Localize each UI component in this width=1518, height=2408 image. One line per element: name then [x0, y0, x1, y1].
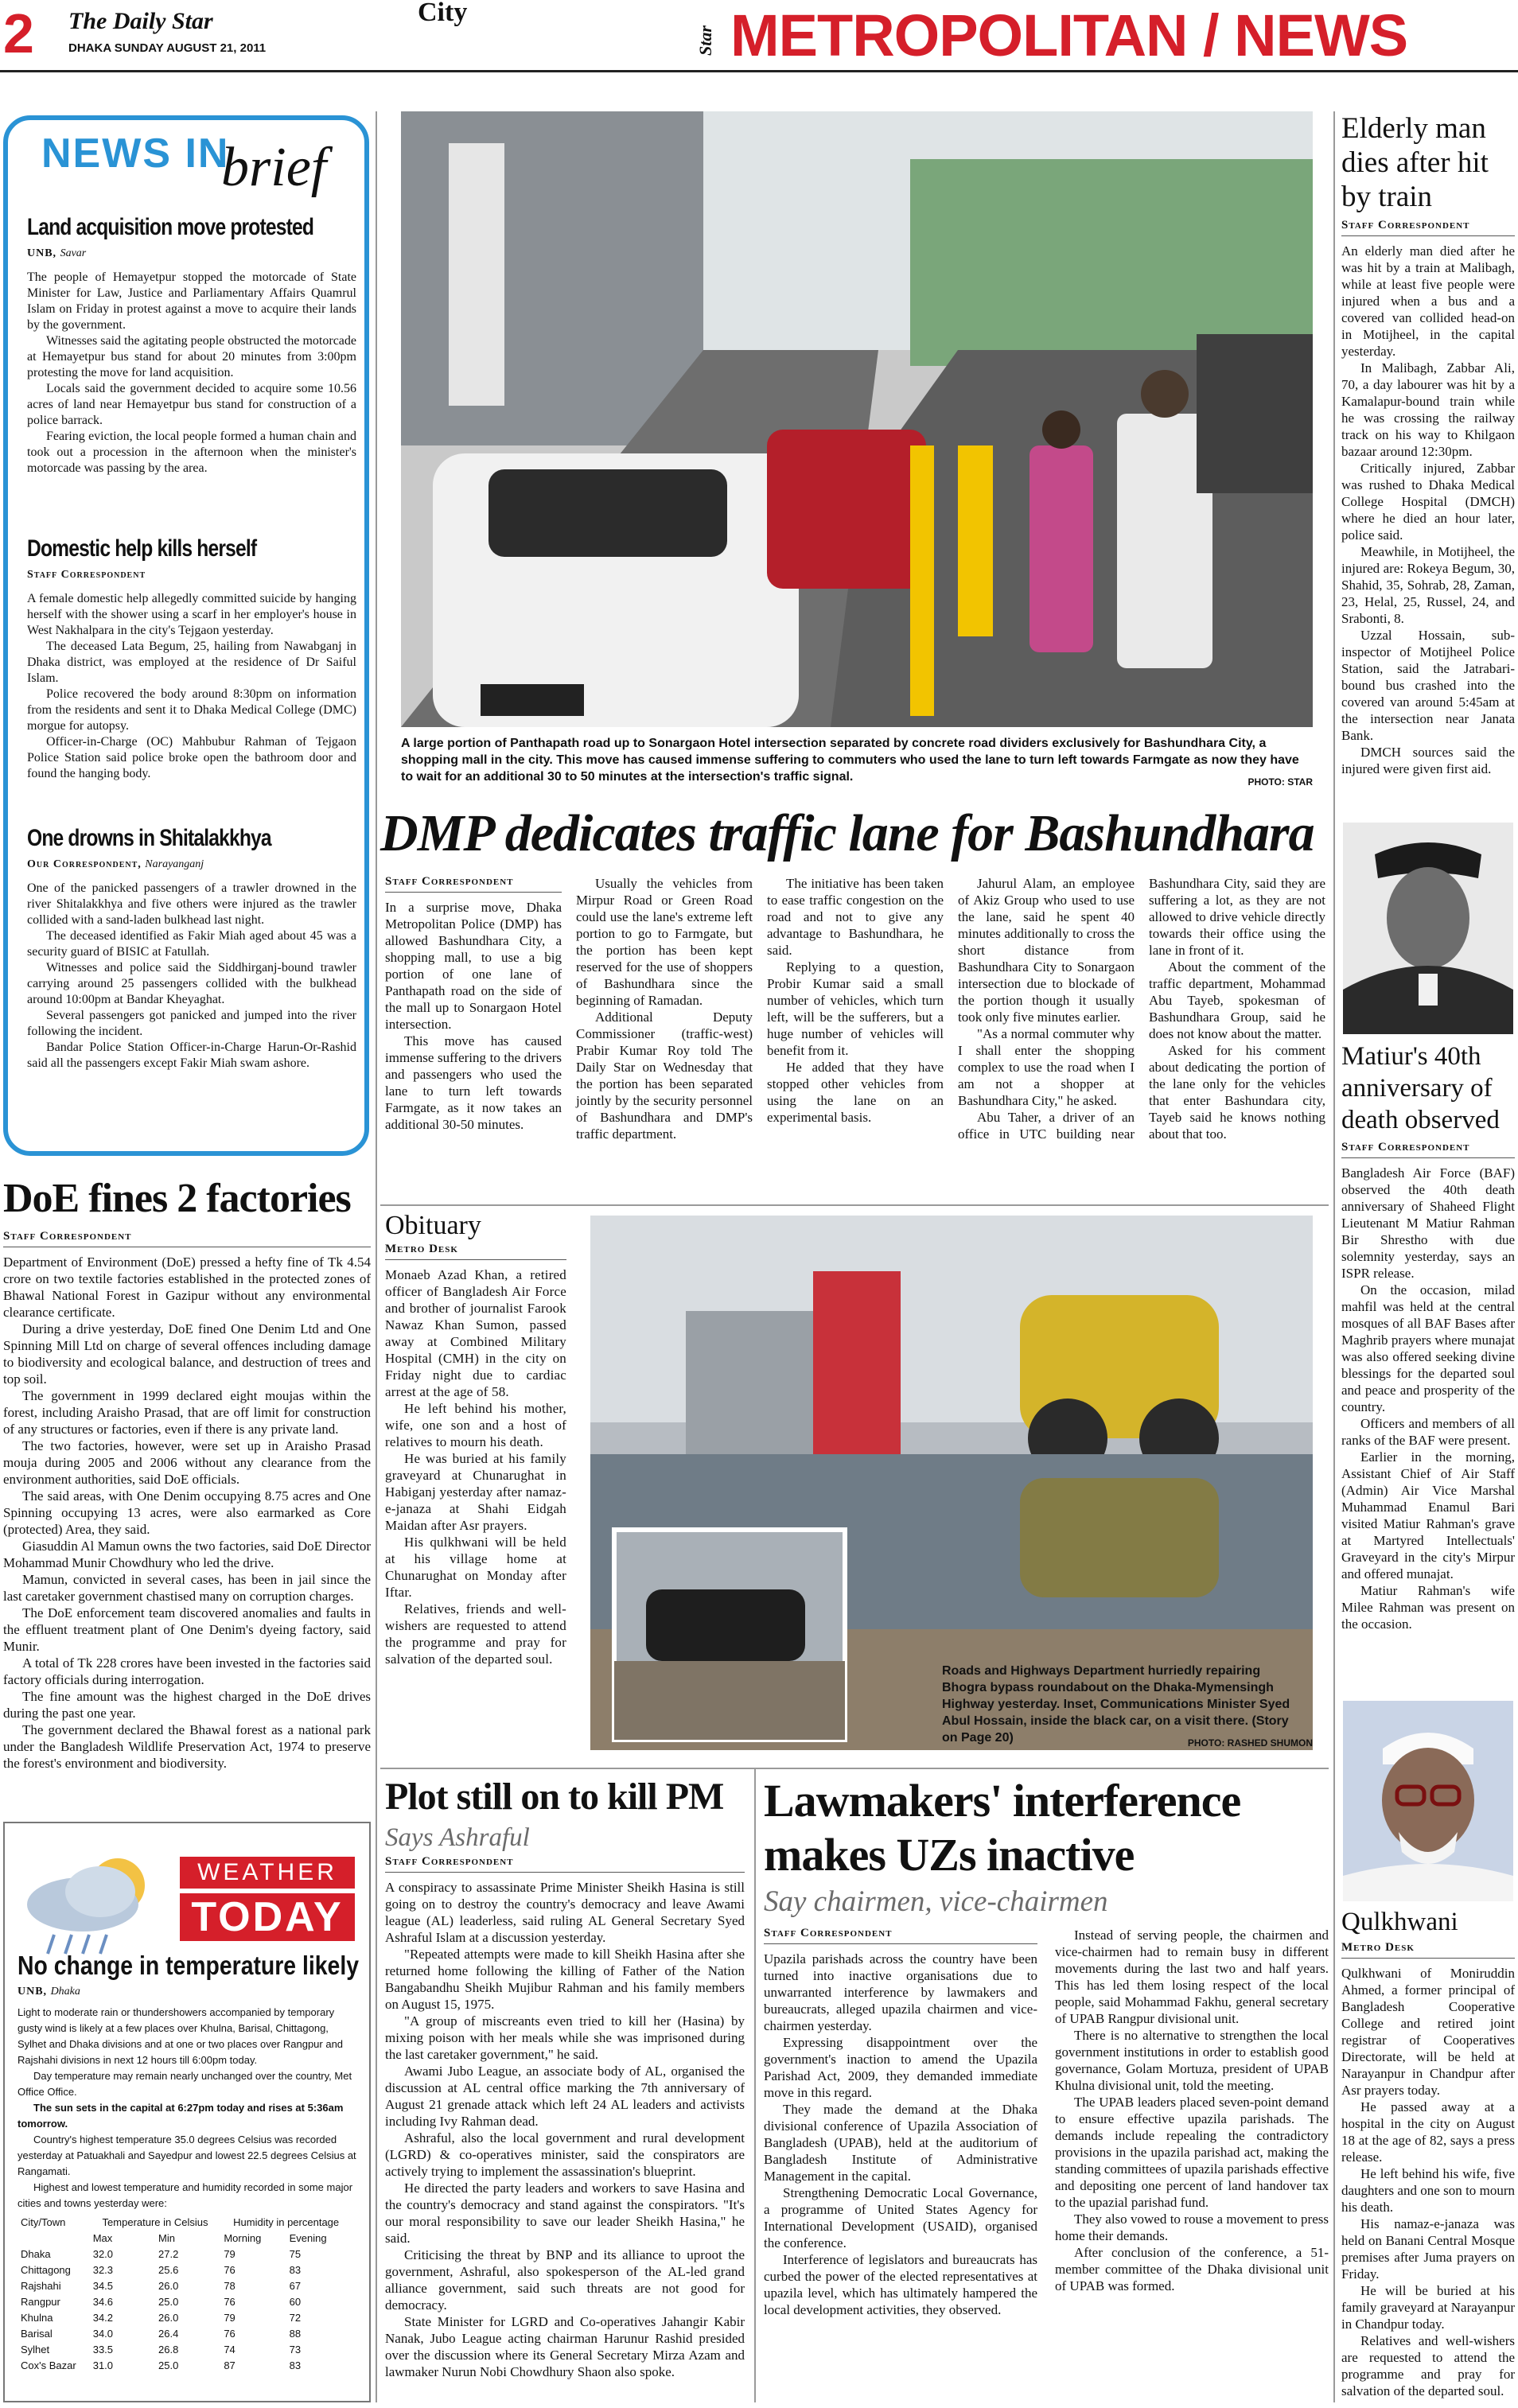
column-divider: [1333, 111, 1335, 2402]
dateline: DHAKA SUNDAY AUGUST 21, 2011: [68, 41, 267, 55]
brief-headline: Land acquisition move protested: [27, 214, 314, 240]
lead-text: In a surprise move, Dhaka Metropolitan Police (DMP) has allowed Bashundhara City, a shopping mall, to use a big portion of one lane of Panthapath road on the side of the mall up to Sonargaon Hotel intersection. This move has caused immense suffering to the drivers and passengers who used the lane to turn left towards Farmgate, as it now takes an additional 30-50 minutes. Usually the vehicles from Mirpur Road or Green Road could use the lane's extreme left portion to go to Farmgate, but the portion has been kept reserved for the use of shoppers of Bashundhara since the beginning of Ramadan. Additional Deputy Commissioner (traffic-west) Prabir Kumar Roy told The Daily Star on Wednesday that the portion has been separated jointly by the security personnel of Bashundhara and DMP's traffic department. The initiative has been taken to ease traffic congestion on the road and not to give any advantage to Bashundhara, he said. Replying to a question, Probir Kumar said a small number of vehicles, which turn left, will be the sufferers, but a huge number of vehicles will benefit from it. He added that they have stopped other vehicles from using the lane on an experimental basis. Jahurul Alam, an employee of Akiz Group who used to use the lane, said he spent 40 minutes additionally to cross the short distance from Bashundhara City to Sonargaon intersection due to blockade of the portion though it usually took only five minutes earlier. "As a normal commuter why I shall enter the shopping complex to use the road when I am not a shopper at Bashundhara City," he asked. Abu Taher, a driver of an office in UTC building near Bashundhara City, said they are suffering a lot, as they are not allowed to drive vehicle directly towards their office using the lane in front of it. About the comment of the traffic department, Mohammad Abu Tayeb, spokesman of Bashundhara Group, said he does not know about the matter. Asked for his comment about dedicating the portion of the lane only for the vehicles that enter Bashundara city, Tayeb said he knows nothing about that too.: [385, 876, 1325, 1142]
qulkhwani-photo: [1343, 1701, 1513, 1901]
table-subheader-row: [18, 2231, 352, 2247]
brief-title-b: brief: [221, 137, 327, 198]
brief-body: One of the panicked passengers of a trawler drowned in the river Shitalakkhya and five others were injured as the trawler collided with a sand-laden bulkhead last night. The deceased identified as Fakir Miah aged about 45 was a security guard of BISIC at Fatullah. Witnesses and police said the Siddhirganj-bound trawler carrying around 25 passengers collided with the bulkhead around 10:00pm at Bandar Kheyaghat. Several passengers got panicked and jumped into the river following the incident. Bandar Police Station Officer-in-Charge Harun-Or-Rashid said all the passengers except Fakir Miah swam ashore.: [27, 881, 356, 1070]
lead-caption: A large portion of Panthapath road up to Sonargaon Hotel intersection separated by concrete road dividers exclusively for Bashundhara City, a shopping mall in the city. This move has caused immense suffering to commuters who used the lane to turn left towards Farmgate as now they have to wait for an additional 30 to 50 minutes at the intersection's traffic signal.: [401, 737, 1299, 784]
doe-byline: Staff Correspondent: [3, 1230, 371, 1247]
qulkhwani-headline: Qulkhwani: [1341, 1908, 1458, 1936]
lawmakers-byline: Staff Correspondent: [764, 1927, 1037, 1944]
matiur-headline: Matiur's 40th anniversary of death observed: [1341, 1042, 1500, 1134]
lawmakers-story: [764, 1774, 1329, 2402]
table-row: Rajshahi 34.5 26.0 78 67: [21, 2280, 302, 2292]
weather-label-top: WEATHER: [180, 1857, 355, 1889]
weather-label-main: TODAY: [180, 1893, 355, 1941]
qulkhwani-byline: Metro Desk: [1341, 1941, 1515, 1959]
table-header: Humidity in percentage: [233, 2216, 340, 2228]
plot-body: A conspiracy to assassinate Prime Minister Sheikh Hasina is still going on to destroy the country's democracy and leave Awami league (AL) leaderless, said ruling AL General Secretary Syed Ashraful Islam at a discussion yesterday. "Repeated attempts were made to kill Sheikh Hasina after she returned home following the killing of Father of the Nation Bangabandhu Sheikh Mujibur Rahman and his family members on August 15, 1975. "A group of miscreants even tried to kill her (Hasina) by mixing poison with her meals while she was imprisoned during the last caretaker government," he said. Awami Jubo League, an associate body of AL, organised the discussion at AL central office marking the 7th anniversary of August 21 grenade attack which left 24 AL leaders and activists including Ivy Rahman dead. Ashraful, also the local government and rural development (LGRD) & co-operatives minister, said the conspirators are actively trying to implement the assassination's blueprint. He directed the party leaders and workers to save Hasina and the country's democracy and stand against the conspirators. "It's our moral responsibility to save our leader Sheikh Hasina," he said. Criticising the threat by BNP and its alliance to uproot the government, Ashraful, also spokesperson of the AL-led grand alliance government, said such threats are not good for democracy. State Minister for LGRD and Co-operatives Jahangir Kabir Nanak, Jubo League acting chairman Harunur Rashid presided over the discussion where its General Secretary Mirza Azam and lawmaker Nurun Nobi Chowdhury Shaon also spoke.: [385, 1880, 745, 2379]
lead-byline: Staff Correspondent: [385, 875, 562, 893]
weather-text: [18, 1951, 360, 2396]
weather-para: Highest and lowest temperature and humidity recorded in some major cities and towns yesterday were:: [18, 2181, 353, 2209]
elderly-byline: Staff Correspondent: [1341, 219, 1515, 236]
plot-byline: Staff Correspondent: [385, 1855, 745, 1873]
section-divider: [380, 1768, 1329, 1769]
lead-photo: [401, 111, 1313, 727]
matiur-body: Bangladesh Air Force (BAF) observed the 40th death anniversary of Shaheed Flight Lieutenant M Matiur Rahman Bir Shrestho with due solemnity yesterday, says an ISPR release. On the occasion, milad mahfil was held at the central mosques of all BAF Bases after Maghrib prayers where munajat was also offered seeking divine blessings for the departed soul and peace and prosperity of the country. Officers and members of all ranks of the BAF were present. Earlier in the morning, Assistant Chief of Air Staff (Admin) Air Vice Marshal Muhammad Enamul Bari visited Matiur Rahman's grave at Martyred Intellectuals' Graveyard in the city's Mirpur and offered munajat. Matiur Rahman's wife Milee Rahman was present on the occasion.: [1341, 1165, 1515, 1632]
qulkhwani-body: Qulkhwani of Moniruddin Ahmed, a former principal of Bangladesh Cooperative College and retired joint registrar of Cooperatives Directorate, will be held at Narayanpur in Chandpur after Asr prayers today. He passed away at a hospital in the city on August 18 at the age of 82, says a press release. He left behind his wife, five daughters and one son to mourn his death. His namaz-e-janaza was held on Banani Central Mosque premises after Juma prayers on Friday. He will be buried at his family graveyard at Narayanpur in Chandpur today. Relatives and well-wishers are requested to attend the programme and pray for salvation of the departed soul.: [1341, 1966, 1515, 2398]
doe-headline: DoE fines 2 factories: [3, 1176, 351, 1221]
section-label: City: [418, 0, 468, 27]
star-mark: Star: [695, 25, 715, 56]
lawmakers-headline: Lawmakers' interference makes UZs inactive: [764, 1775, 1241, 1881]
obituary-body: Monaeb Azad Khan, a retired officer of Bangladesh Air Force and brother of journalist Farook Nawaz Khan Sumon, passed away at Combined Military Hospital (CMH) in the city on Friday night due to cardiac arrest at the age of 58. He left behind his mother, wife, one son and a host of relatives to mourn his death. He was buried at his family graveyard at Chunarughat in Habiganj yesterday after namaz-e-janaza at Shahi Eidgah Maidan after Asr prayers. His qulkhwani will be held at his village home at Chunarughat on Monday after Iftar. Relatives, friends and well-wishers are requested to attend the programme and pray for salvation of the departed soul.: [385, 1267, 566, 1667]
brief-item: [27, 214, 356, 532]
brief-body: The people of Hemayetpur stopped the motorcade of State Minister for Law, Justice and Parliamentary Affairs Quamrul Islam on Friday in protest against a move to acquire their lands by the government. Witnesses said the agitating people obstructed the motorcade at Hemayetpur bus stand for about 20 minutes from 3:00pm protesting the move for land acquisition. Locals said the government decided to acquire some 10.56 acres of land near Hemayetpur bus stand for construction of a police barrack. Fearing eviction, the local people formed a human chain and took out a procession in the afternoon when the minister's motorcade was passing by the area.: [27, 270, 356, 475]
weather-body: [18, 2005, 360, 2212]
brief-body: A female domestic help allegedly committed suicide by hanging herself with the shower using a scarf in her employer's house in West Nakhalpara in the city's Tejgaon yesterday. The deceased Lata Begum, 25, hailing from Nawabganj in Dhaka district, was employed at the residence of Dr Saiful Islam. Police recovered the body around 8:30pm on information from the residents and sent it to Dhaka Medical College (DMC) morgue for autopsy. Officer-in-Charge (OC) Mahbubur Rahman of Tejgaon Police Station said police broke open the bathroom door and found the hanging body.: [27, 592, 356, 780]
table-row: Barisal 34.0 26.4 76 88: [21, 2328, 302, 2340]
obituary-headline: Obituary: [385, 1211, 481, 1240]
doe-body: Department of Environment (DoE) pressed a hefty fine of Tk 4.54 crore on two textile factories established in the protected zones of Bhawal National Forest in Gazipur without any environmental clearance certificate. During a drive yesterday, DoE fined One Denim Ltd and One Spinning Mill Ltd on charge of several offences including damage to biodiversity and ecological balance, and destruction of trees and top soil. The government in 1999 declared eight moujas within the forest, including Araisho Prasad, that are off limit for construction of any structures or factories, even if there is any private land. The two factories, however, were set up in Araisho Prasad mouja during 2005 and 2006 without any clearance from the environment authorities, said DoE officials. The said areas, with One Denim occupying 8.75 acres and One Spinning occupying 13 acres, were also earmarked as Core (protected) Area, they said. Giasuddin Al Mamun owns the two factories, said DoE Director Mohammad Munir Chowdhury who led the drive. Mamun, convicted in several cases, has been in jail since the last caretaker government chastised many on corruption charges. The DoE enforcement team discovered anomalies and faults in the effluent treatment plant of One Denim's dyeing factory, said Munir. A total of Tk 228 crores have been invested in the factories said factory officials during interrogation. The fine amount was the highest charged in the DoE drives during the past one year. The government declared the Bhawal forest as a national park under the Bangladesh Wildlife Preservation Act, 1974 to preserve the forest's environment and biodiversity.: [3, 1255, 371, 1771]
column-divider: [754, 1769, 756, 2402]
lawmakers-body: Upazila parishads across the country have been turned into inactive organisations due to unwarranted interference by lawmakers and bureaucrats, alleged upazila chairmen and vice-chairmen yesterday. Expressing disappointment over the government's inaction to amend the Upazila Parishad Act, 2009, they demanded immediate move in this regard. They made the demand at the Dhaka divisional conference of Upazila Association of Bangladesh (UPAB), held at the auditorium of Bangladesh Institute of Administrative Management in the capital. Strengthening Democratic Local Governance, a programme of United States Agency for International Development (USAID), organised the conference. Interference of legislators and bureaucrats has curbed the power of the elected representatives at upazila level, which has ultimately hampered the local development activities, they observed. Instead of serving people, the chairmen and vice-chairmen had to remain busy in different movements during the last two and half years. This has led them losing respect of the local people, said Mohammad Fakhu, general secretary of UPAB Rangpur divisional unit. There is no alternative to strengthen the local government institutions in order to establish good governance, Golam Mortuza, president of UPAB Khulna divisional unit, told the meeting. The UPAB leaders placed seven-point demand to ensure effective upazila parishads. The demands include repealing the contradictory provisions in the upazila parishad act, making the standing committees of upazila parishads effective and depositing one percent of land handover tax to the upazial parishad fund. They also vowed to rouse a movement to press home their demands. After conclusion of the conference, a 51-member committee of the Dhaka divisional unit of UPAB was formed.: [764, 1928, 1329, 2317]
elderly-headline: Elderly man dies after hit by train: [1341, 112, 1489, 213]
brief-title-a: NEWS IN: [41, 130, 230, 177]
brief-byline: UNB, Savar: [27, 247, 87, 259]
table-header: Temperature in Celsius: [102, 2216, 208, 2228]
lawmakers-deck: Say chairmen, vice-chairmen: [764, 1885, 1108, 1918]
table-header: Morning: [224, 2232, 262, 2244]
traffic-lane-photo: [401, 111, 1313, 727]
table-row: Sylhet 33.5 26.8 74 73: [21, 2344, 302, 2355]
weather-table: [18, 2215, 352, 2374]
plot-deck: Says Ashraful: [385, 1823, 530, 1852]
weather-para: The sun sets in the capital at 6:27pm today and rises at 5:36am tomorrow.: [18, 2102, 344, 2130]
matiur-story: [1341, 1041, 1515, 1709]
lead-credit: PHOTO: STAR: [1247, 776, 1313, 788]
weather-headline: No change in temperature likely: [18, 1951, 359, 1980]
table-row: Chittagong 32.3 25.6 76 83: [21, 2264, 302, 2276]
weather-para: Light to moderate rain or thundershowers accompanied by temporary gusty wind is likely at a few places over Khulna, Barisal, Chittagong, Sylhet and Dhaka divisions and at one or two places over Rangpur and Rajshahi divisions in next 12 hours till 6:00pm today.: [18, 2006, 344, 2066]
elderly-body: An elderly man died after he was hit by a train at Malibagh, while at least five people were injured when a bus and a covered van collided head-on in Motijheel, in the capital yesterday. In Malibagh, Zabbar Ali, 70, a day labourer was hit by a Kamalapur-bound train while he was crossing the railway track on his way to Khilgaon bazaar around 12:30pm. Critically injured, Zabbar was rushed to Dhaka Medical College Hospital (DMCH) where he died an hour later, police said. Meawhile, in Motijheel, the injured are: Rokeya Begum, 30, Shahid, 35, Sohrab, 28, Zaman, 23, Helal, 25, Russel, 24, and Srabonti, 8. Uzzal Hossain, sub-inspector of Motijheel Police Station, said the Jatrabari-bound bus crashed into the covered van around 5:45am at the intersection near Janata Bank. DMCH sources said the injured were given first aid.: [1341, 243, 1515, 776]
bhogra-caption: Roads and Highways Department hurriedly repairing Bhogra bypass roundabout on the Dhaka-Mymensingh Highway yesterday. Inset, Communications Minister Syed Abul Hossain, inside the black car, on a visit there. (Story on Page 20): [942, 1664, 1290, 1745]
weather-para: Day temperature may remain nearly unchanged over the country, Met Office Office.: [18, 2070, 352, 2098]
brief-headline: One drowns in Shitalakkhya: [27, 825, 271, 851]
brief-item: [27, 825, 356, 1151]
table-header: City/Town: [21, 2216, 66, 2228]
table-header-row: [18, 2215, 352, 2231]
lead-headline: DMP dedicates traffic lane for Bashundhara: [380, 804, 1314, 862]
table-header: Max: [92, 2232, 113, 2244]
brief-byline: Staff Correspondent: [27, 569, 146, 581]
portrait-photo: [1343, 823, 1513, 1034]
section-divider: [380, 1204, 1329, 1206]
column-divider: [376, 111, 377, 2402]
section-title: METROPOLITAN / NEWS: [730, 2, 1408, 68]
brief-headline: Domestic help kills herself: [27, 535, 257, 562]
brief-byline: Our Correspondent, Narayanganj: [27, 858, 204, 870]
table-row: Cox's Bazar 31.0 25.0 87 83: [21, 2359, 302, 2371]
bhogra-credit: PHOTO: RASHED SHUMON: [1187, 1737, 1313, 1749]
obituary-byline: Metro Desk: [385, 1243, 566, 1260]
qulkhwani-story: [1341, 1906, 1515, 2402]
weather-box: [3, 1822, 371, 2402]
plot-story: [385, 1774, 745, 2402]
masthead-rule: [0, 70, 1518, 72]
page-number: 2: [3, 2, 34, 64]
paper-name: The Daily Star: [68, 8, 213, 34]
news-in-brief-box: [3, 115, 369, 1156]
weather-byline: UNB, Dhaka: [18, 1986, 80, 1998]
weather-para: Country's highest temperature 35.0 degrees Celsius was recorded yesterday at Patuakhali and Sayedpur and lowest 22.5 degrees Celsius at Rangamati.: [18, 2134, 356, 2177]
elderly-story: [1341, 111, 1515, 811]
plot-headline: Plot still on to kill PM: [385, 1776, 724, 1818]
obituary: [385, 1209, 566, 1766]
table-row: Dhaka 32.0 27.2 79 75: [21, 2248, 302, 2260]
weather-icon: [22, 1846, 165, 1965]
table-header: Min: [158, 2232, 175, 2244]
matiur-byline: Staff Correspondent: [1341, 1141, 1515, 1158]
matiur-photo: [1343, 823, 1513, 1034]
lead-body: [385, 875, 1325, 1198]
table-header: Evening: [289, 2232, 327, 2244]
doe-story: [3, 1176, 371, 1804]
lawmakers-columns: [764, 1927, 1329, 2394]
portrait-photo: [1343, 1701, 1513, 1901]
table-row: Khulna 34.2 26.0 79 72: [21, 2312, 302, 2324]
table-row: Rangpur 34.6 25.0 76 60: [21, 2296, 302, 2308]
masthead: [0, 0, 1518, 73]
